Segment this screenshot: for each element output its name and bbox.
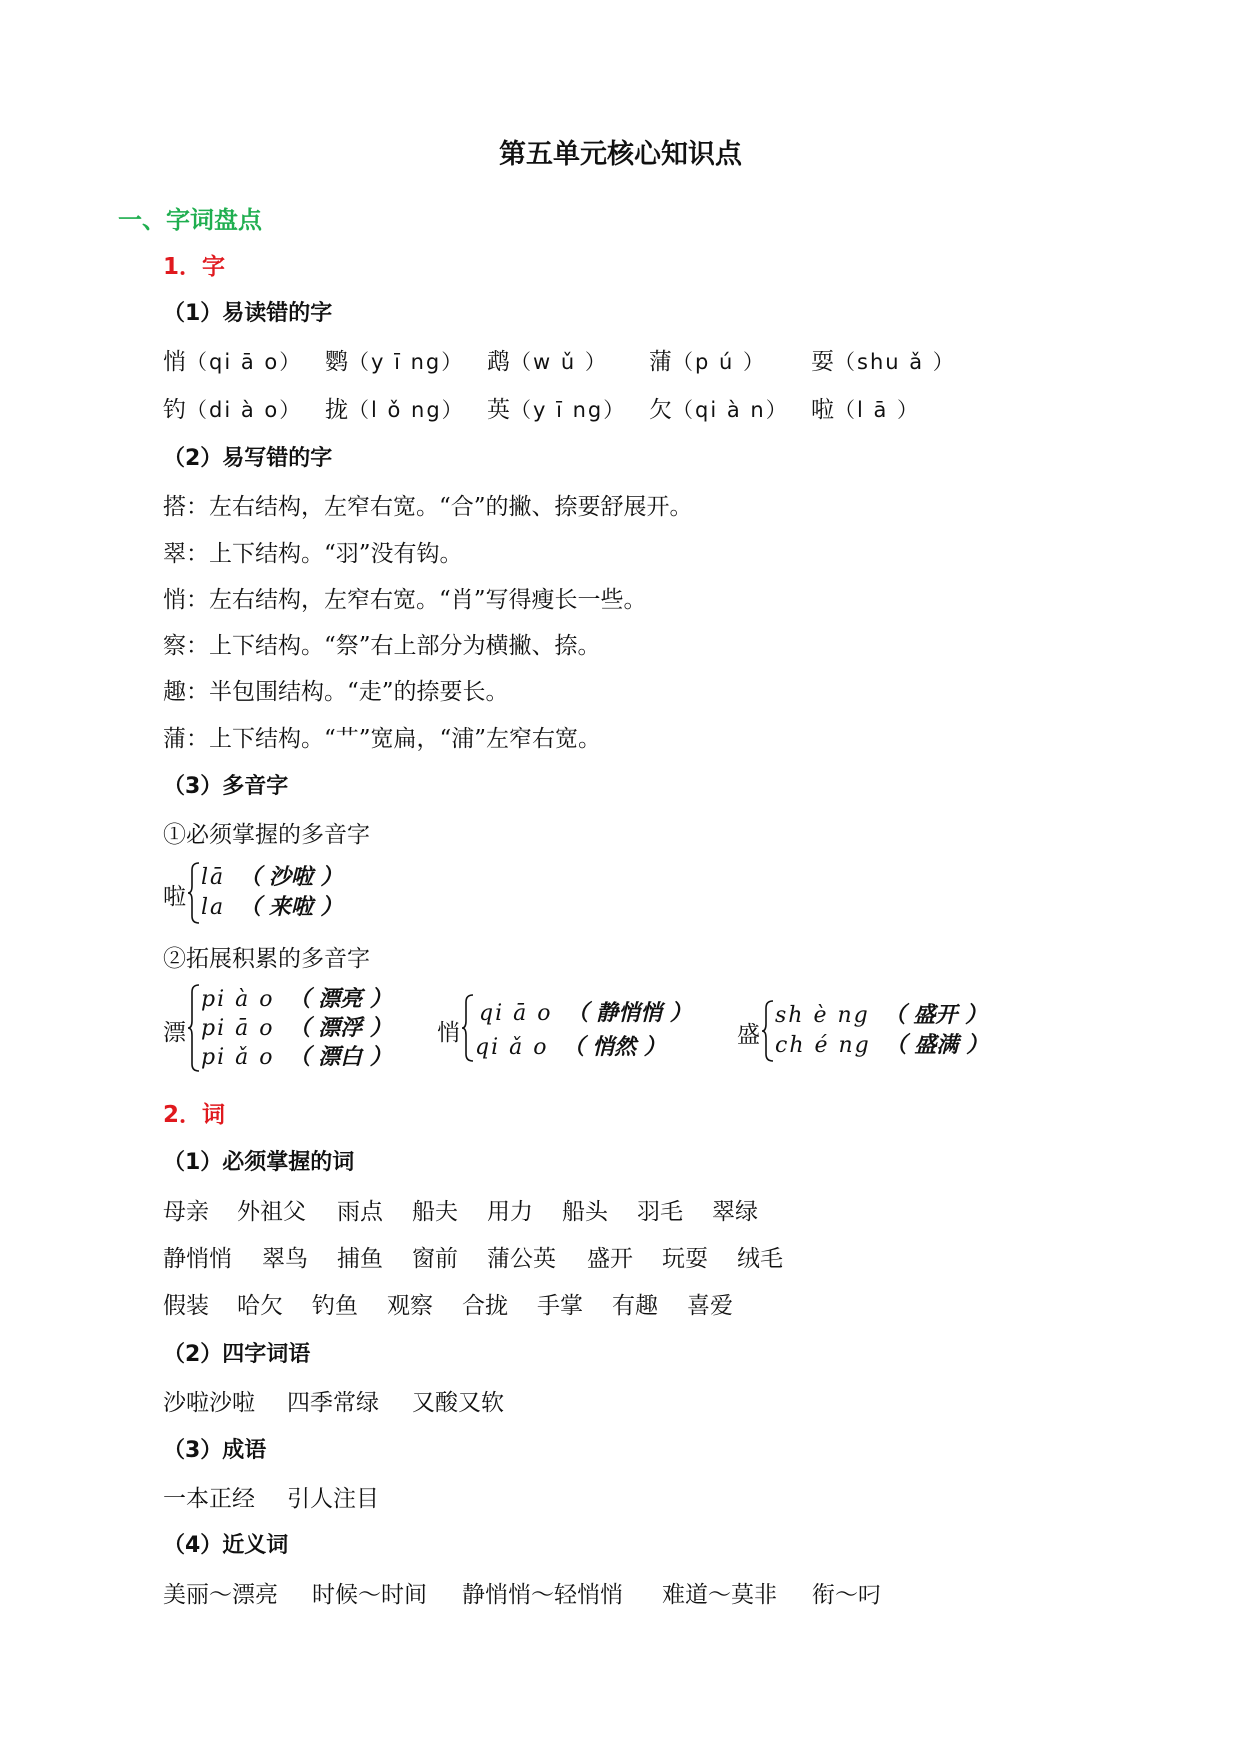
polyphone-reading: qi ā o （ 静悄悄 ） — [479, 1001, 692, 1026]
brace-icon — [461, 994, 475, 1062]
easy-read-item: 蒲（p ú ） — [649, 349, 766, 375]
brace-icon — [187, 984, 201, 1072]
word-item: 盛开 — [587, 1246, 633, 1272]
easy-write-line: 趣：半包围结构。“走”的捺要长。 — [163, 679, 509, 705]
easy-write-line: 蒲：上下结构。“艹”宽扁，“浦”左窄右宽。 — [163, 726, 602, 752]
polyphone-char: 漂 — [163, 1020, 186, 1046]
polyphone-char: 悄 — [437, 1020, 460, 1046]
heading-four-char: （2）四字词语 — [163, 1342, 311, 1367]
polyphone-char: 盛 — [737, 1022, 760, 1048]
heading-easy-write: （2）易写错的字 — [163, 446, 333, 471]
polyphone-qiao — [437, 992, 697, 1064]
easy-write-line: 悄：左右结构，左窄右宽。“肖”写得瘦长一些。 — [163, 587, 647, 613]
heading-must-words: （1）必须掌握的词 — [163, 1150, 355, 1175]
word-item: 捕鱼 — [337, 1246, 383, 1272]
easy-read-item: 鹦（y ī ng） — [325, 349, 465, 375]
easy-write-line: 翠：上下结构。“羽”没有钩。 — [163, 541, 463, 567]
word-item: 观察 — [387, 1293, 433, 1319]
section-heading-vocab: 一、字词盘点 — [118, 206, 262, 234]
easy-read-item: 钓（di à o） — [163, 397, 303, 423]
word-item: 窗前 — [412, 1246, 458, 1272]
heading-idioms: （3）成语 — [163, 1438, 267, 1463]
word-item: 静悄悄 — [163, 1246, 232, 1272]
heading-polyphones: （3）多音字 — [163, 774, 289, 799]
polyphone-reading: pi ǎ o （ 漂白 ） — [201, 1045, 392, 1070]
polyphone-reading: sh è ng （ 盛开 ） — [775, 1003, 988, 1028]
word-item: 母亲 — [163, 1199, 209, 1225]
word-item: 玩耍 — [662, 1246, 708, 1272]
must-polyphones-heading: ①必须掌握的多音字 — [163, 822, 370, 848]
easy-write-line: 察：上下结构。“祭”右上部分为横撇、捺。 — [163, 633, 601, 659]
word-item: 手掌 — [537, 1293, 583, 1319]
word-item: 雨点 — [337, 1199, 383, 1225]
word-item: 衔～叼 — [812, 1582, 881, 1608]
word-item: 假装 — [163, 1293, 209, 1319]
word-item: 翠鸟 — [262, 1246, 308, 1272]
word-item: 时候～时间 — [312, 1582, 427, 1608]
extend-polyphones-heading: ②拓展积累的多音字 — [163, 946, 370, 972]
word-item: 翠绿 — [712, 1199, 758, 1225]
word-item: 四季常绿 — [287, 1390, 379, 1416]
easy-read-item: 鹉（w ǔ ） — [487, 349, 608, 375]
polyphone-la — [163, 860, 363, 926]
polyphone-char: 啦 — [163, 884, 186, 910]
word-item: 静悄悄～轻悄悄 — [462, 1582, 623, 1608]
word-item: 有趣 — [612, 1293, 658, 1319]
brace-icon — [187, 862, 201, 924]
word-item: 船夫 — [412, 1199, 458, 1225]
word-item: 钓鱼 — [312, 1293, 358, 1319]
heading-synonyms: （4）近义词 — [163, 1533, 289, 1558]
word-item: 用力 — [487, 1199, 533, 1225]
polyphone-reading: la （ 来啦 ） — [201, 895, 343, 920]
easy-read-item: 拢（l ǒ ng） — [325, 397, 465, 423]
word-item: 合拢 — [462, 1293, 508, 1319]
polyphone-reading: pi ā o （ 漂浮 ） — [201, 1016, 392, 1041]
brace-icon — [761, 1000, 775, 1062]
subsection-heading-words: 2．词 — [163, 1102, 226, 1128]
word-item: 蒲公英 — [487, 1246, 556, 1272]
easy-read-item: 啦（l ā ） — [811, 397, 921, 423]
easy-read-item: 耍（shu ǎ ） — [811, 349, 956, 375]
polyphone-reading: ch é ng （ 盛满 ） — [775, 1033, 989, 1058]
word-item: 一本正经 — [163, 1486, 255, 1512]
word-item: 羽毛 — [637, 1199, 683, 1225]
polyphone-sheng — [737, 998, 989, 1064]
word-item: 沙啦沙啦 — [163, 1390, 255, 1416]
word-item: 又酸又软 — [412, 1390, 504, 1416]
word-item: 船头 — [562, 1199, 608, 1225]
polyphone-reading: qi ǎ o （ 悄然 ） — [475, 1035, 666, 1060]
page-title: 第五单元核心知识点 — [499, 139, 742, 170]
easy-write-line: 搭：左右结构，左窄右宽。“合”的撇、捺要舒展开。 — [163, 494, 693, 520]
word-item: 喜爱 — [687, 1293, 733, 1319]
polyphone-reading: lā （ 沙啦 ） — [201, 865, 343, 890]
word-item: 绒毛 — [737, 1246, 783, 1272]
easy-read-item: 欠（qi à n） — [649, 397, 789, 423]
heading-easy-read: （1）易读错的字 — [163, 301, 333, 326]
polyphone-piao — [163, 982, 403, 1074]
word-item: 难道～莫非 — [662, 1582, 777, 1608]
word-item: 外祖父 — [237, 1199, 306, 1225]
word-item: 美丽～漂亮 — [163, 1582, 278, 1608]
word-item: 引人注目 — [287, 1486, 379, 1512]
word-item: 哈欠 — [237, 1293, 283, 1319]
easy-read-item: 悄（qi ā o） — [163, 349, 303, 375]
easy-read-item: 英（y ī ng） — [487, 397, 627, 423]
subsection-heading-chars: 1．字 — [163, 254, 226, 280]
polyphone-reading: pi à o （ 漂亮 ） — [201, 987, 392, 1012]
